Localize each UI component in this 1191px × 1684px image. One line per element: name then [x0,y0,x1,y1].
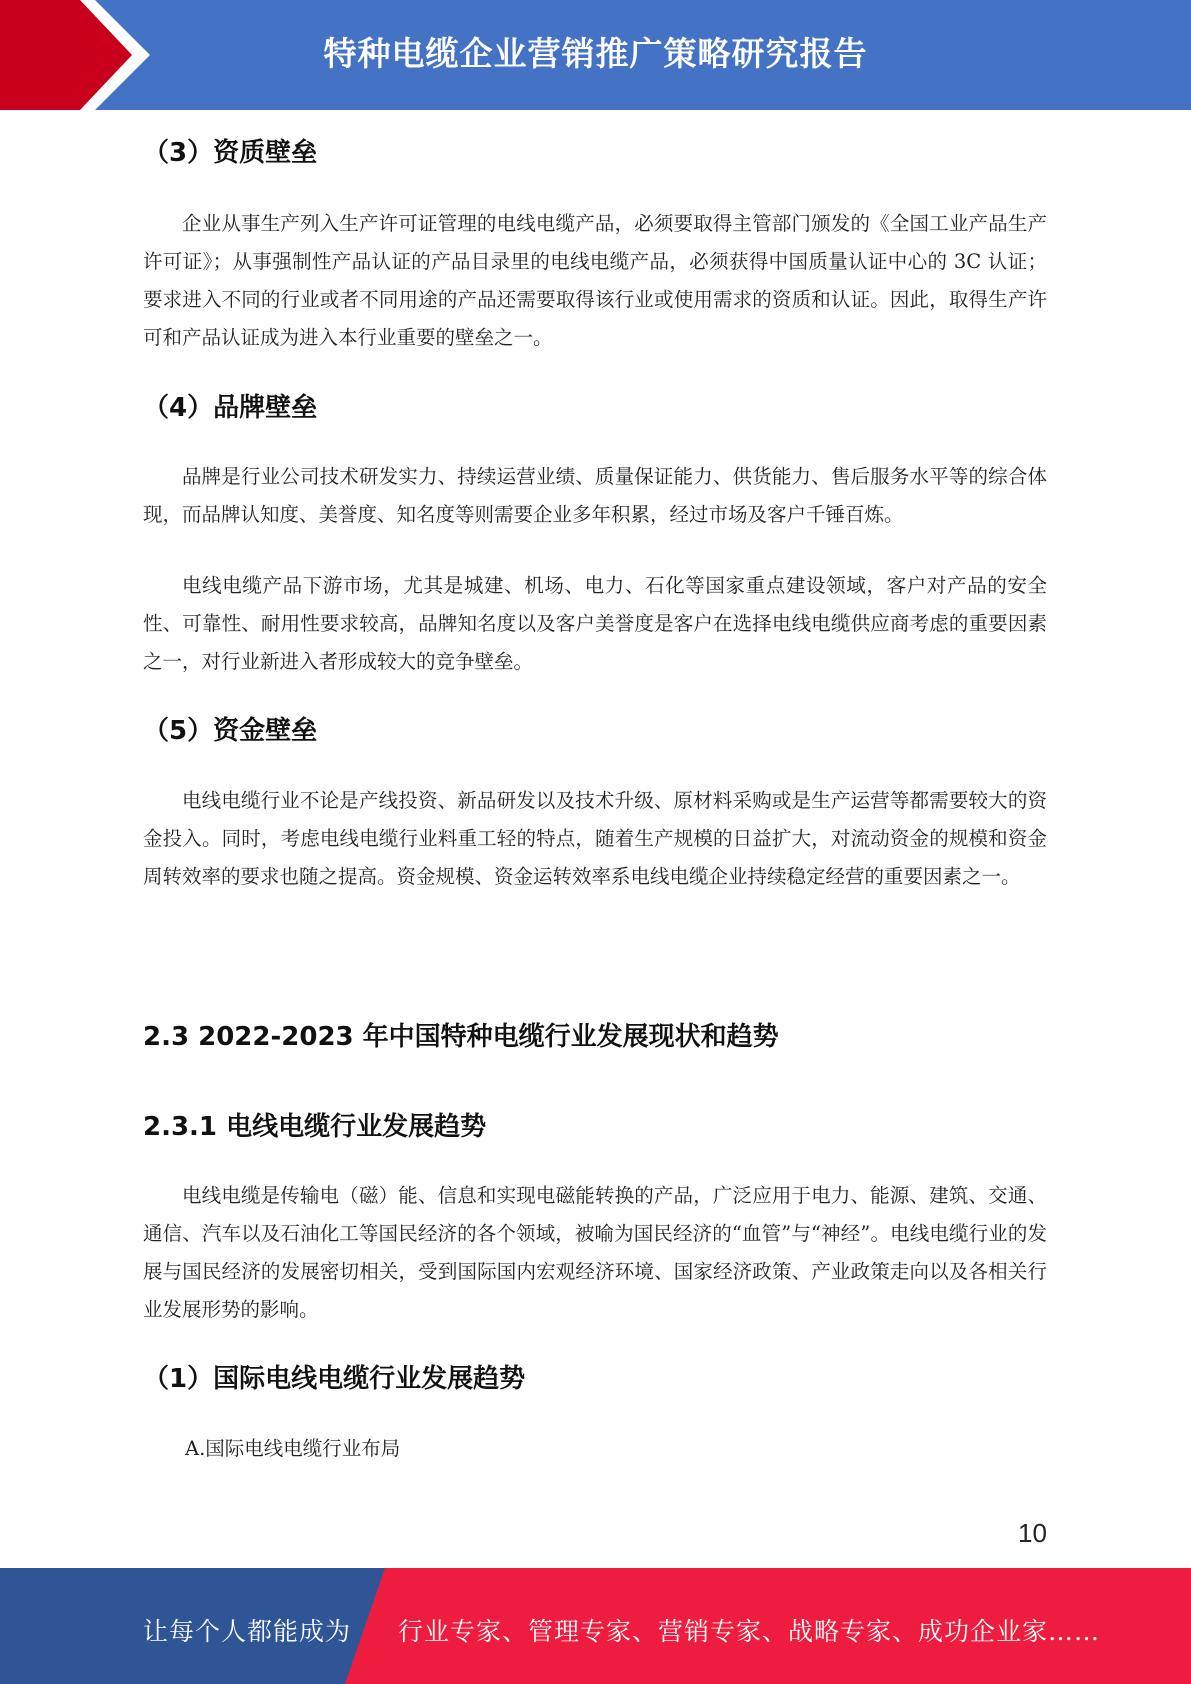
heading-qualification-barrier: （3）资质壁垒 [143,138,318,168]
report-title: 特种电缆企业营销推广策略研究报告 [323,34,868,73]
page-footer [0,1568,1191,1684]
paragraph-cable-industry-trend: 电线电缆是传输电（磁）能、信息和实现电磁能转换的产品，广泛应用于电力、能源、建筑、交通、通信、汽车以及石油化工等国民经济的各个领域，被喻为国民经济的“血管”与“神经”。电线电缆行业的发展与国民经济的发展密切相关，受到国际国内宏观经济环境、国家经济政策、产业政策走向以及各相关行业发展形势的影响。 [143,1184,1047,1321]
heading-capital-barrier: （5）资金壁垒 [143,716,318,746]
heading-section-2-3-1: 2.3.1 电线电缆行业发展趋势 [143,1112,487,1142]
paragraph-brand-barrier-2: 电线电缆产品下游市场，尤其是城建、机场、电力、石化等国家重点建设领域，客户对产品的安全性、可靠性、耐用性要求较高，品牌知名度以及客户美誉度是客户在选择电线电缆供应商考虑的重要因素之一，对行业新进入者形成较大的竞争壁垒。 [143,574,1047,673]
page-number: 10 [1018,1518,1047,1548]
paragraph-brand-barrier-1: 品牌是行业公司技术研发实力、持续运营业绩、质量保证能力、供货能力、售后服务水平等的综合体现，而品牌认知度、美誉度、知名度等则需要企业多年积累，经过市场及客户千锤百炼。 [143,465,1047,526]
footer-slogan-left: 让每个人都能成为 [143,1617,352,1646]
footer-slogan-right: 行业专家、管理专家、营销专家、战略专家、成功企业家…… [398,1617,1101,1646]
paragraph-qualification-barrier: 企业从事生产列入生产许可证管理的电线电缆产品，必须要取得主管部门颁发的《全国工业产品生产许可证》；从事强制性产品认证的产品目录里的电线电缆产品，必须获得中国质量认证中心的 3C 认证；要求进入不同的行业或者不同用途的产品还需要取得该行业或使用需求的资质和认证。因此，取得生产许可和产品认证成为进入本行业重要的壁垒之一。 [143,212,1047,349]
page-header [0,0,1191,110]
heading-section-2-3: 2.3 2022-2023 年中国特种电缆行业发展现状和趋势 [143,1022,779,1052]
subheading-international-layout: A.国际电线电缆行业布局 [185,1437,401,1460]
heading-international-trend: （1）国际电线电缆行业发展趋势 [143,1364,526,1394]
heading-brand-barrier: （4）品牌壁垒 [143,393,318,423]
paragraph-capital-barrier: 电线电缆行业不论是产线投资、新品研发以及技术升级、原材料采购或是生产运营等都需要较大的资金投入。同时，考虑电线电缆行业料重工轻的特点，随着生产规模的日益扩大，对流动资金的规模和资金周转效率的要求也随之提高。资金规模、资金运转效率系电线电缆企业持续稳定经营的重要因素之一。 [143,789,1047,888]
